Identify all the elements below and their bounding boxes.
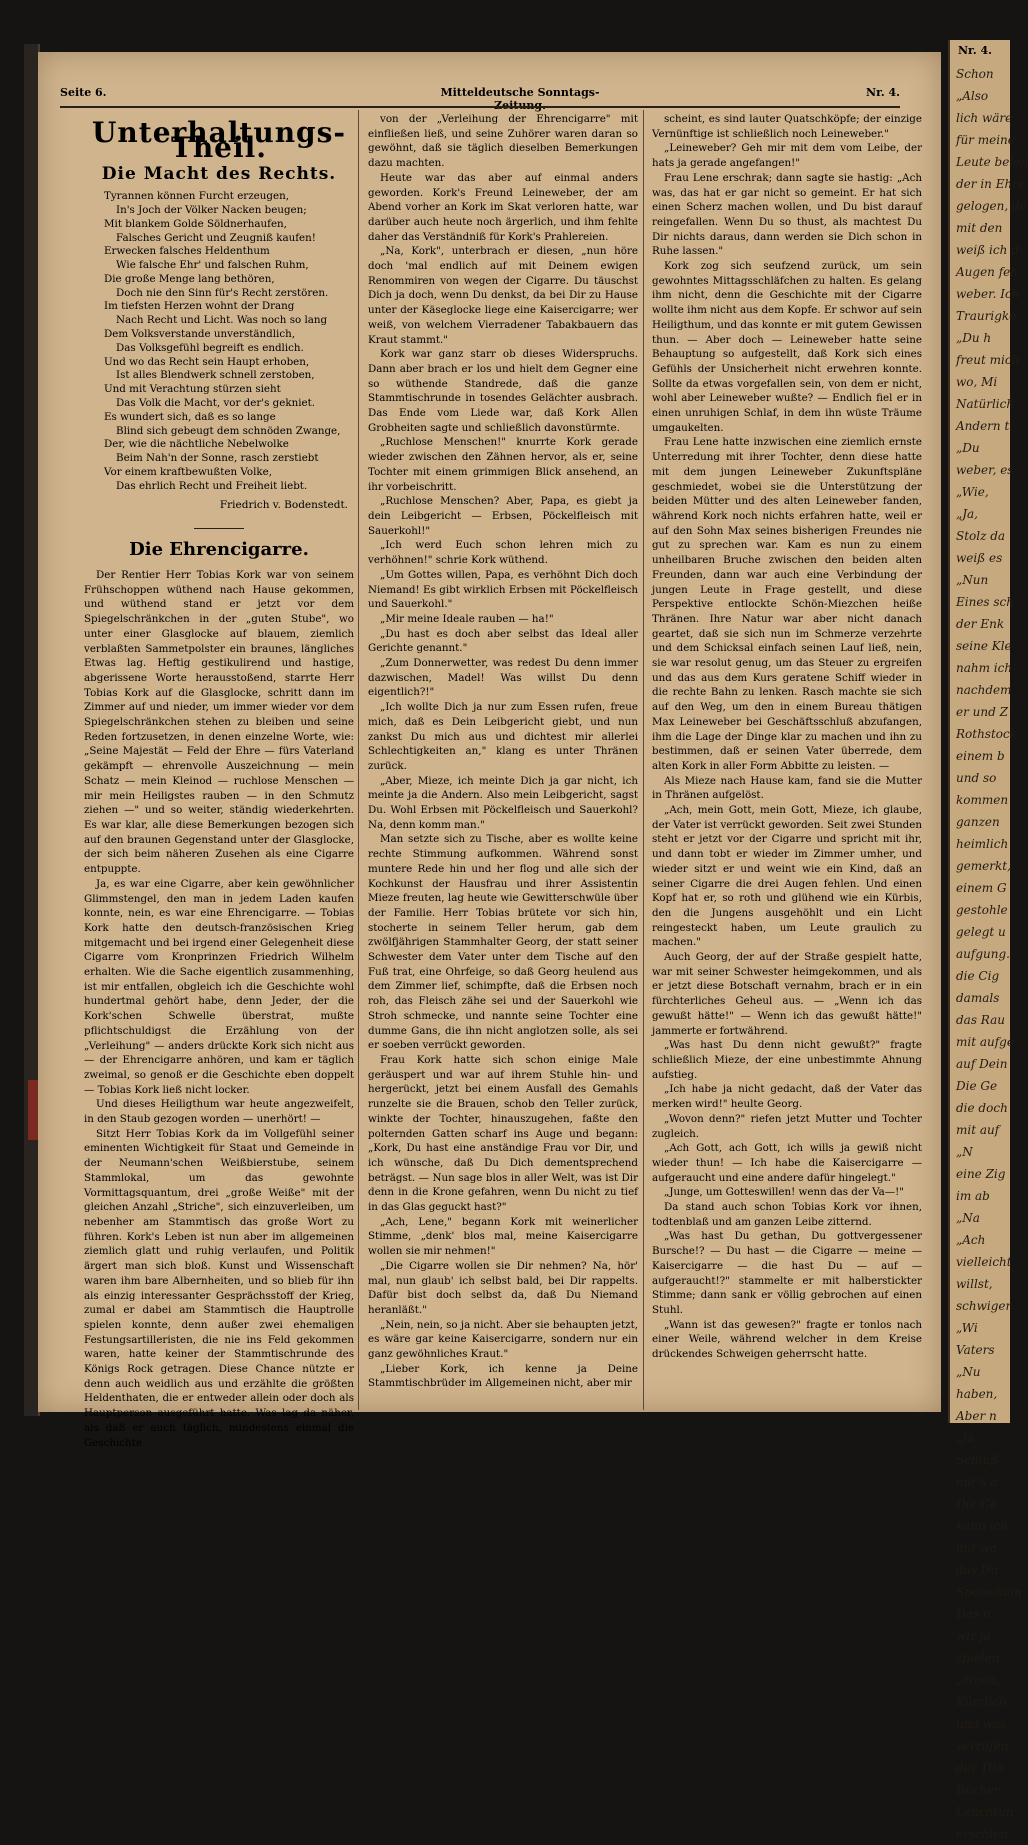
poem-line: Das ehrlich Recht und Freiheit liebt. (116, 479, 308, 492)
next-page-line: der in Ehre (956, 177, 1026, 191)
next-page-line: gestohle (956, 903, 1008, 917)
poem-line: Dem Volksverstande unverständlich, (104, 328, 296, 341)
poem-line: Die große Menge lang bethören, (104, 272, 275, 285)
poem-line: Ist alles Blendwerk schnell zerstoben, (116, 369, 315, 382)
paragraph: „Na, Kork", unterbrach er diesen, „nun höre doch 'mal endlich auf mit Deinem ewigen Renommiren von wegen der Cigarre. Du täuschst Dich ja doch, wenn Du denkst, da bei Dir zu Hause unter der Käseglocke liege eine Kaisercigarre; wer weiß, von welchem Vierradener Tabakbauern das Kraut stammt." (368, 245, 638, 346)
section-title: Unterhaltungs-Theil. (91, 116, 347, 164)
paragraph: Sitzt Herr Tobias Kork da im Vollgefühl seiner eminenten Wichtigkeit für Staat und Gemeinde in der Neumann'schen Weißbierstube, seinem Stammlokal, um das gewohnte Vormittagsquantum, drei „große Weiße" mit der gleichen Anzahl „Striche", sich einzuverleiben, um nebenher am Stammtisch das große Wort zu führen. Kork's Leben ist nun aber im allgemeinen ziemlich glatt und ruhig verlaufen, und Politik ärgert man sich bloß. Kunst und Wissenschaft waren ihm bare Albernheiten, und so blieb für ihn als einzig interessanter Gesprächsstoff der Krieg, zumal er dabei am Stammtisch die Hauptrolle spielen konnte, denn außer zwei ehemaligen Festungsartilleristen, die nie ins Feld gekommen waren, hatte keiner der Stammtischrunde des Königs Rock getragen. Diese Chance nützte er denn auch weidlich aus und erzählte die größten Heldenthaten, die er entweder allein oder doch als Hauptperson ausgeführt hatte. Was lag da näher, als daß er auch täglich, mindestens einmal die Geschichte (84, 1127, 354, 1449)
next-page-line: ganzen (956, 815, 1000, 829)
next-page-line: gelogen, de (956, 199, 1027, 213)
next-page-line: das Du (956, 1563, 999, 1577)
next-page-line: Traurigke (956, 309, 1017, 323)
paragraph: Frau Lene hatte inzwischen eine ziemlich ernste Unterredung mit ihrer Tochter, denn diese hatte mit dem jungen Leineweber Zukunftspläne geschmiedet, wobei sie die Unterstützung der beiden Mütter und des alten Leineweber fanden, während Kork noch nichts erfahren hatte, weil er auf den Sohn Max seines bisherigen Freundes nie gut zu sprechen war. Kam es nun zu einem unheilbaren Bruche zwischen den beiden alten Freunden, dann war auch eine Verbindung der jungen Leute in Frage gestellt, und diese Perspektive entlockte Schön-Miezchen heiße Thränen. Ihre Natur war aber nicht danach geartet, daß sie sich nun im Schmerze verzehrte und dem Schicksal einfach seinen Lauf ließ, nein, sie war resolut genug, um das Steuer zu ergreifen und das aus dem Kurs geratene Schiff wieder in die rechte Bahn zu lenken. Rasch machte sie sich auf den Weg, um den in einem Bureau thätigen Max Leineweber bei Geschäftsschluß abzufangen, ihm die Lage der Dinge klar zu machen und ihn zu bestimmen, daß er seinen Vater überrede, dem alten Kork in aller Form Abbitte zu leisten. — (652, 436, 922, 772)
next-page-line: Das n (956, 1607, 991, 1621)
paragraph: „Ruchlose Menschen!" knurrte Kork gerade wieder zwischen den Zähnen hervor, als er, seine Tochter mit einem grimmigen Blick ansehend, an ihr vorbeischritt. (368, 436, 638, 493)
paragraph: von der „Verleihung der Ehrencigarre" mit einfließen ließ, und seine Zuhörer waren daran so gewöhnt, daß sie täglich dieselben Bemerkungen dazu machten. (368, 113, 638, 170)
column-2 (368, 112, 638, 1390)
poem-line: Der, wie die nächtliche Nebelwolke (104, 438, 289, 451)
next-page-line: seine Kle (956, 639, 1012, 653)
next-page-line: verrufen (956, 1739, 1009, 1753)
next-page-header: Nr. 4. (958, 44, 992, 57)
next-page-line: der Enk (956, 617, 1005, 631)
poem-line: Tyrannen können Furcht erzeugen, (104, 190, 289, 203)
paper-title: Mitteldeutsche Sonntags- (440, 86, 600, 99)
paragraph: Da stand auch schon Tobias Kork vor ihnen, todtenblaß und am ganzen Leibe zitternd. (652, 1201, 922, 1228)
paragraph: „Nein, nein, so ja nicht. Aber sie behaupten jetzt, es wäre gar keine Kaisercigarre, sondern nur ein ganz gewöhnliches Kraut." (368, 1318, 638, 1361)
next-page-line: schwiger (956, 1299, 1012, 1313)
next-page-line: „N (956, 1145, 973, 1159)
next-page-line: wo, Mi (956, 375, 998, 389)
poem-line: Erwecken falsches Heldenthum (104, 245, 270, 258)
next-page-line: erschien (956, 1827, 1009, 1841)
poem-line: Nach Recht und Licht. Was noch so lang (116, 314, 328, 327)
next-page-line: und so (956, 771, 997, 785)
column-1 (84, 112, 354, 1449)
next-page-text (950, 63, 1028, 1845)
next-page-line: Leuchtun (956, 1805, 1014, 1819)
paragraph: Als Mieze nach Hause kam, fand sie die Mutter in Thränen aufgelöst. (652, 774, 922, 802)
issue-number: Nr. 4. (866, 86, 900, 99)
next-page-line: nachdem (956, 683, 1012, 697)
paragraph: Der Rentier Herr Tobias Kork war von seinem Frühschoppen wüthend nach Hause gekommen, und wüthend stand er jetzt vor dem Spiegelschränkchen in der „guten Stube", wo unter einer Glasglocke auf blauem, ziemlich verblaßten Sammetpolster ein braunes, längliches Etwas lag. Heftig gestikulirend und hastige, abgerissene Worte herausstoßend, starrte Herr Tobias Kork auf die Glasglocke, schritt dann im Zimmer auf und nieder, um immer wieder vor dem Spiegelschränkchen stehen zu bleiben und seine Reden fortzusetzen, in denen einzelne Worte, wie: „Seine Majestät — Feld der Ehre — fürs Vaterland gekämpft — ehrenvolle Auszeichnung — mein Schatz — mein Kleinod — ruchlose Menschen — mir mein Heiligstes rauben — in den Schmutz ziehen —" und so weiter, ständig wiederkehrten. Es war klar, alle diese Bemerkungen bezogen sich auf den braunen Gegenstand unter der Glasglocke, der sich beim näheren Zusehen als eine Cigarre entpuppte. (84, 569, 354, 876)
next-page-line: Eines sch (956, 595, 1015, 609)
next-page-line: spielen (956, 1651, 1000, 1665)
next-page-line: mir's a (956, 1475, 998, 1489)
poem-line: Mit blankem Golde Söldnerhaufen, (104, 217, 287, 230)
paragraph: „Mir meine Ideale rauben — ha!" (380, 612, 554, 625)
next-page-line: nahm ich (956, 661, 1013, 675)
paragraph: Man setzte sich zu Tische, aber es wollte keine rechte Stimmung aufkommen. Während sonst muntere Rede hin und her flog und alle sich der Kochkunst der Hausfrau und ihrer Assistentin Mieze freuten, lag heute wie Gewitterschwüle über der Familie. Herr Tobias brütete vor sich hin, stocherte in seinem Teller herum, gab dem zwölfjährigen Stammhalter Georg, der statt seiner Schwester dem Vater unter dem Tische auf den Fuß trat, eine Ohrfeige, so daß Georg heulend aus dem Zimmer lief, schimpfte, daß die Erbsen noch roh, das Fleisch zähe sei und der Sauerkohl wie Stroh schmecke, und nannte seine Tochter eine dumme Gans, die ihn nicht anglotzen solle, als sei er soeben verrückt geworden. (368, 833, 638, 1052)
poem-line: Blind sich gebeugt dem schnöden Zwange, (116, 424, 341, 437)
paragraph: Und dieses Heiligthum war heute angezweifelt, in den Staub gezogen worden — unerhört! — (84, 1098, 354, 1126)
next-page-line: Leute belog (956, 155, 1028, 169)
paragraph: Kork zog sich seufzend zurück, um sein gewohntes Mittagsschläfchen zu halten. Es gelang ihm nicht, denn die Geschichte mit der Cigarre wollte ihm nicht aus dem Kopfe. Er schwor auf sein Heiligthum, und das konnte er mit gutem Gewissen thun. — Aber doch — Leineweber hatte seine Behauptung so aufgestellt, daß Kork sich eines Gefühls der Unsicherheit nicht erwehren konnte. Sollte da etwas vorgefallen sein, von dem er nicht, wohl aber Leineweber wußte? — Endlich fiel er in einen unruhigen Schlaf, in dem ihn wüste Träume umgaukelten. (652, 260, 922, 434)
paragraph: scheint, es sind lauter Quatschköpfe; der einzige Vernünftige ist schließlich noch Leineweber." (652, 113, 922, 140)
paragraph: „Junge, um Gotteswillen! wenn das der Va—!" (664, 1186, 904, 1199)
poem-author: Friedrich v. Bodenstedt. (219, 498, 348, 511)
story-text-col1 (84, 568, 354, 1450)
next-page-line: weiß es (956, 551, 1003, 565)
next-page-line: Die Ge (956, 1497, 998, 1511)
next-page-line: haben, (956, 1387, 998, 1401)
next-page-line: wir ja (956, 1629, 991, 1643)
next-page-line: kommen (956, 793, 1009, 807)
paragraph: Auch Georg, der auf der Straße gespielt hatte, war mit seiner Schwester heimgekommen, und als er jetzt diese Botschaft vernahm, brach er in ein fürchterliches Geheul aus. — „Wenn ich das gewußt hätte!" — Wenn ich das gewußt hätte!" jammerte er fortwährend. (652, 951, 922, 1037)
paragraph: „Leineweber? Geh mir mit dem vom Leibe, der hats ja gerade angefangen!" (652, 142, 922, 170)
next-page-line: Speisekam (956, 1585, 1022, 1599)
poem-line: Doch nie den Sinn für's Recht zerstören. (116, 286, 329, 299)
poem-line: Wie falsche Ehr' und falschen Ruhm, (116, 259, 309, 272)
paragraph: Ja, es war eine Cigarre, aber kein gewöhnlicher Glimmstengel, den man in jedem Laden kaufen konnte, nein, es war eine Ehrencigarre. — Tobias Kork hatte den deutsch-französischen Krieg mitgemacht und bei irgend einer Gelegenheit diese Cigarre vom Kronprinzen Friedrich Wilhelm erhalten. Wie die Sache eigentlich zusammenhing, ist mir entfallen, obgleich ich die Geschichte wohl hundertmal gehört habe, denn Jeder, der die Kork'schen Schwelle überstrat, mußte pflichtschuldigst die Erzählung von der „Verleihung" — anders drückte Kork sich nicht aus — der Ehrencigarre anhören, und kam er täglich zweimal, so genoß er die Geschichte eben doppelt — Tobias Kork ließ nicht locker. (84, 877, 354, 1096)
next-page-line: Schon (956, 67, 994, 81)
next-page-line: weber, es (956, 463, 1014, 477)
poem-line: In's Joch der Völker Nacken beugen; (116, 203, 307, 216)
poem-line: Und mit Verachtung stürzen sieht (104, 383, 281, 396)
paragraph: „Ach, Lene," begann Kork mit weinerlicher Stimme, „denk' blos mal, meine Kaisercigarre wollen sie mir nehmen!" (368, 1215, 638, 1258)
next-page-line: willst, (956, 1277, 993, 1291)
paragraph: „Du hast es doch aber selbst das Ideal aller Gerichte genannt." (368, 627, 638, 655)
next-page-line: Schluß (956, 1453, 999, 1467)
next-page-line: „einen, (956, 1673, 1000, 1687)
next-page-line: weber. Ich (956, 287, 1020, 301)
paragraph: „Ich habe ja nicht gedacht, daß der Vater das merken wird!" heulte Georg. (652, 1083, 922, 1111)
header-rule (60, 106, 900, 108)
paragraph: „Was hast Du gethan, Du gottvergessener Bursche!? — Du hast — die Cigarre — meine — Kaisercigarre — die hast Du — auf — aufgeraucht!?" stammelte er mit halberstickter Stimme; dann sank er völlig gebrochen auf einen Stuhl. (652, 1230, 922, 1316)
next-page-line: er und Z (956, 705, 1008, 719)
poem-line: Beim Nah'n der Sonne, rasch zerstiebt (116, 452, 319, 465)
next-page-line: „Du h (956, 331, 992, 345)
next-page-line: „Nu (956, 1365, 981, 1379)
next-page-line: vielleicht (956, 1255, 1012, 1269)
story-title: Die Ehrencigarre. (129, 539, 309, 561)
paragraph: „Ach, mein Gott, mein Gott, Mieze, ich glaube, der Vater ist verrückt geworden. Seit zwei Stunden steht er jetzt vor der Cigarre und spricht mit ihr, und dann tobt er wieder im Zimmer umher, und wieder sitzt er und weint wie ein Kind, daß an seiner Cigarre die drei Augen fehlen. Und einen Kopf hat er, so roth und glühend wie ein Kürbis, den die Jungens ausgehöhlt und ein Licht reingesteckt haben, um Leute graulich zu machen." (652, 804, 922, 949)
paragraph: „Ich werd Euch schon lehren mich zu verhöhnen!" schrie Kork wüthend. (368, 539, 638, 567)
next-page-line: Bücher (956, 1783, 1000, 1797)
paragraph: „Ruchlose Menschen? Aber, Papa, es giebt ja dein Leibgericht — Erbsen, Pöckelfleisch mit Sauerkohl!" (368, 495, 638, 537)
poem-line: Im tiefsten Herzen wohnt der Drang (104, 300, 295, 313)
next-page-line: einem G (956, 881, 1007, 895)
next-page-line: „Ach (956, 1233, 986, 1247)
column-3 (652, 112, 922, 1362)
next-page-line: Aber n (956, 1409, 997, 1423)
next-page-line: mit aufge (956, 1035, 1014, 1049)
paragraph: „Wann ist das gewesen?" fragte er tonlos nach einer Weile, während welcher in dem Kreise drückendes Schweigen geherrscht hatte. (652, 1318, 922, 1361)
next-page-line: die Cig (956, 969, 1000, 983)
next-page-line: mit wa (956, 1541, 998, 1555)
next-page-line: gemerkt, (956, 859, 1011, 873)
next-page-line: kann ich (956, 1519, 1008, 1533)
section-divider (194, 528, 244, 529)
spine-bookmark (28, 1080, 38, 1140)
paragraph: „Zum Donnerwetter, was redest Du denn immer dazwischen, Madel! Was willst Du denn eigentlich?!" (368, 657, 638, 699)
next-page-line: einem b (956, 749, 1005, 763)
next-page-line: der Tite (956, 1761, 1005, 1775)
poem-line: Das Volk die Macht, vor der's gekniet. (116, 397, 316, 410)
paragraph: „Die Cigarre wollen sie Dir nehmen? Na, hör' mal, nun glaub' ich selbst bald, bei Dir rappelts. Dafür bist doch selbst da, daß Du Niemand heranläßt." (368, 1259, 638, 1316)
next-page-line: Augen feh (956, 265, 1018, 279)
next-page-line: mit den (956, 221, 1003, 235)
next-page-line: mit auf (956, 1123, 1000, 1137)
paragraph: „Ich wollte Dich ja nur zum Essen rufen, freue mich, daß es Dein Leibgericht giebt, und nun zankst Du mich aus und dichtest mir allerlei Schlechtigkeiten an," klang es unter Thränen zurück. (368, 701, 638, 772)
poem (84, 190, 354, 494)
next-page-line: weiß ich d (956, 243, 1019, 257)
next-page-line: lich wäre (956, 111, 1013, 125)
next-page-line: und was (956, 1717, 1007, 1731)
next-page-line: Stolz da (956, 529, 1006, 543)
poem-line: Es wundert sich, daß es so lange (104, 410, 276, 423)
paragraph: Heute war das aber auf einmal anders geworden. Kork's Freund Leineweber, der am Abend vorher an Kork im Skat verloren hatte, war darüber auch heute noch ärgerlich, und ihm fehlte daher das Verständniß für Kork's Prahlereien. (368, 171, 638, 243)
next-page-line: „Nun (956, 573, 989, 587)
page-header (60, 86, 900, 108)
poem-line: Das Volksgefühl begreift es endlich. (116, 341, 304, 354)
next-page-line: für meine (956, 133, 1015, 147)
paragraph: „Aber, Mieze, ich meinte Dich ja gar nicht, ich meinte ja die Andern. Also mein Leibgericht, sagst Du. Wohl Erbsen mit Pöckelfleisch und Sauerkohl? Na, denn komm man." (368, 774, 638, 831)
page-number: Seite 6. (60, 86, 107, 99)
next-page-line: „Also (956, 89, 989, 103)
next-page-edge (948, 40, 1028, 1841)
next-page-line: aufgung. (956, 947, 1010, 961)
poem-line: Vor einem kraftbewußten Volke, (104, 466, 273, 479)
next-page-line: Die Ge (956, 1079, 998, 1093)
paragraph: „Lieber Kork, ich kenne ja Deine Stammtischbrüder im Allgemeinen nicht, aber mir (368, 1362, 638, 1390)
paragraph: „Was hast Du denn nicht gewußt?" fragte schließlich Mieze, der eine unbestimmte Ahnung aufstieg. (652, 1039, 922, 1081)
next-page-line: „Ja (956, 1431, 975, 1445)
paragraph: Frau Lene erschrak; dann sagte sie hastig: „Ach was, das hat er gar nicht so gemeint. Er hat sich einen Scherz machen wollen, und Du bist darauf reingefallen. Wenn Du so thust, als machtest Du Dir nichts daraus, dann werden sie Dich schon in Ruhe lassen." (652, 171, 922, 258)
next-page-line: die doch (956, 1101, 1008, 1115)
next-page-line: damals (956, 991, 1000, 1005)
next-page-line: „Ja, (956, 507, 978, 521)
next-page-line: heimlich (956, 837, 1009, 851)
next-page-line: gelegt u (956, 925, 1006, 939)
poem-line: Falsches Gericht und Zeugniß kaufen! (116, 231, 316, 244)
next-page-line: Natürlich (956, 397, 1015, 411)
next-page-line: „Wie, (956, 485, 989, 499)
next-page-line: im ab (956, 1189, 990, 1203)
poem-line: Und wo das Recht sein Haupt erhoben, (104, 355, 310, 368)
next-page-line: Kürzlich (956, 1695, 1007, 1709)
next-page-line: das Rau (956, 1013, 1006, 1027)
next-page-line: Vaters (956, 1343, 995, 1357)
next-page-line: auf Dein (956, 1057, 1008, 1071)
paragraph: „Um Gottes willen, Papa, es verhöhnt Dich doch Niemand! Es gibt wirklich Erbsen mit Pöckelfleisch und Sauerkohl." (368, 568, 638, 611)
poem-title: Die Macht des Rechts. (101, 164, 337, 185)
column-rule-1 (358, 110, 359, 1410)
paragraph: „Wovon denn?" riefen jetzt Mutter und Tochter zugleich. (652, 1112, 922, 1140)
next-page-line: freut mich (956, 353, 1020, 367)
paragraph: Frau Kork hatte sich schon einige Male geräuspert und war auf ihrem Stuhle hin- und hergerückt, jetzt bei einem Ausfall des Gemahls runzelte sie die Brauen, schob den Teller zurück, winkte der Tochter, hinauszugehen, faßte den polternden Gatten scharf ins Auge und begann: „Kork, Du hast eine anständige Frau vor Dir, und ich wünsche, daß Du Dich dementsprechend beträgst. — Nun sage blos in aller Welt, was ist Dir denn in die Krone gefahren, wenn Du nicht zu tief in das Glas geguckt hast?" (368, 1054, 638, 1214)
column-rule-2 (643, 110, 644, 1410)
next-page-line: „Du (956, 441, 980, 455)
next-page-line: Rothstock (956, 727, 1018, 741)
next-page-line: eine Zig (956, 1167, 1006, 1181)
next-page-line: Andern t (956, 419, 1010, 433)
paragraph: „Ach Gott, ach Gott, ich wills ja gewiß nicht wieder thun! — Ich habe die Kaisercigarre — aufgeraucht und eine andere dafür hingelegt." (652, 1142, 922, 1184)
next-page-line: „Wi (956, 1321, 978, 1335)
next-page-line: „Na (956, 1211, 980, 1225)
paragraph: Kork war ganz starr ob dieses Widerspruchs. Dann aber brach er los und hielt dem Gegner eine so wüthende Standrede, daß die ganze Stammtischrunde in tosendes Gelächter ausbrach. Das Ende vom Liede war, daß Kork Allen Grobheiten sagte und schließlich davonstürmte. (368, 348, 638, 434)
